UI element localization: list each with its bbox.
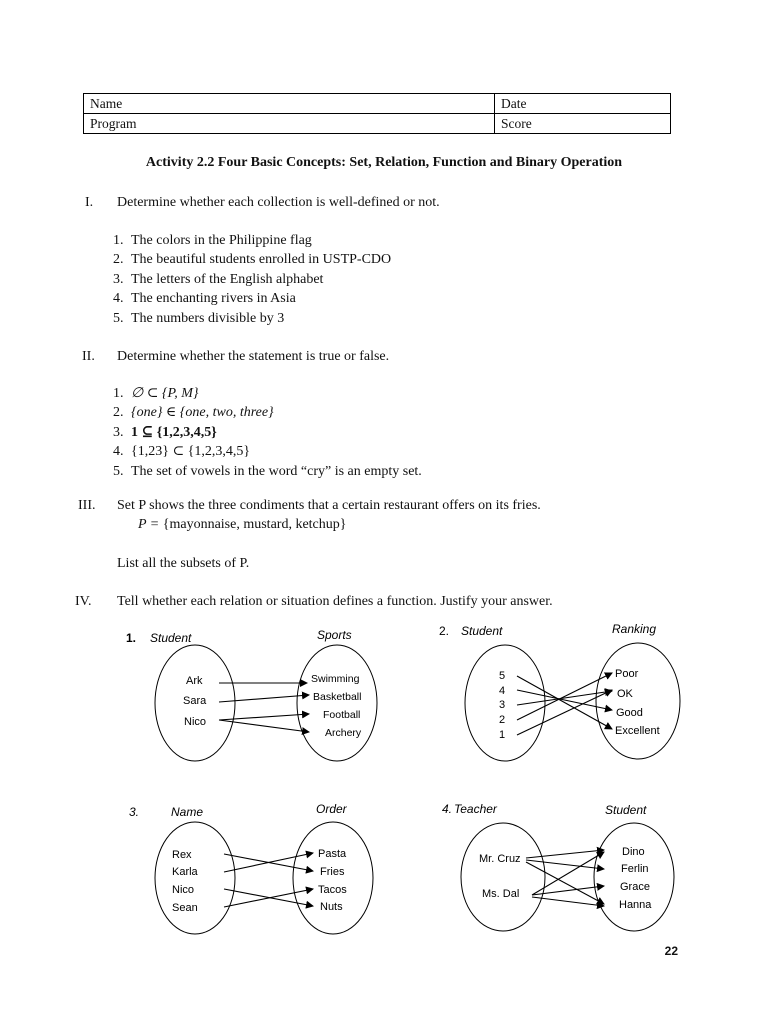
domain-item: 3: [499, 699, 506, 711]
codomain-ellipse: [293, 822, 373, 934]
mapping-arrow: [219, 714, 309, 720]
section3-instruction: Set P shows the three condiments that a certain restaurant offers on its fries.: [117, 498, 541, 513]
domain-item: Nico: [184, 716, 207, 728]
domain-item: Rex: [172, 849, 192, 861]
diagram-3-number: 3.: [129, 805, 140, 819]
page-number: 22: [664, 944, 678, 958]
domain-item: Sean: [172, 902, 198, 914]
diagram-4-left-title: Teacher: [454, 802, 497, 816]
section4-numeral: IV.: [75, 594, 92, 609]
score-label: Score: [501, 116, 532, 131]
domain-item: Karla: [172, 866, 198, 878]
section4-instruction: Tell whether each relation or situation defines a function. Justify your answer.: [117, 594, 553, 609]
section3-list-prompt: List all the subsets of P.: [117, 556, 250, 571]
section2-instruction: Determine whether the statement is true or false.: [117, 349, 390, 364]
codomain-item: Basketball: [313, 691, 362, 703]
domain-ellipse: [155, 822, 235, 934]
codomain-ellipse: [594, 823, 674, 931]
mapping-arrow: [219, 720, 309, 732]
name-label: Name: [90, 96, 123, 111]
diagram-2: [439, 622, 680, 761]
diagram-3: [129, 802, 373, 934]
domain-item: 1: [499, 729, 506, 741]
codomain-item: Poor: [615, 668, 639, 680]
mapping-arrow: [526, 860, 604, 869]
codomain-item: Ferlin: [621, 863, 649, 875]
list-item: 2. The beautiful students enrolled in USTP-CDO: [113, 252, 392, 268]
program-label: Program: [90, 116, 137, 131]
diagram-1-right-title: Sports: [317, 628, 352, 642]
section3-numeral: III.: [78, 498, 96, 513]
section1-instruction: Determine whether each collection is well-defined or not.: [117, 195, 440, 210]
list-item: 5. The set of vowels in the word “cry” is an empty set.: [113, 463, 422, 479]
codomain-item: Swimming: [311, 673, 360, 685]
domain-ellipse: [461, 823, 545, 931]
codomain-item: Dino: [622, 846, 645, 858]
diagram-1-left-title: Student: [150, 631, 192, 645]
domain-item: 4: [499, 685, 506, 697]
codomain-item: Good: [616, 707, 643, 719]
date-label: Date: [501, 96, 527, 111]
domain-item: Sara: [183, 695, 207, 707]
diagram-1-number: 1.: [126, 631, 137, 645]
codomain-ellipse: [596, 643, 680, 759]
diagram-2-right-title: Ranking: [612, 622, 657, 636]
codomain-item: Hanna: [619, 899, 652, 911]
domain-item: Ms. Dal: [482, 888, 520, 900]
diagram-4-number: 4.: [442, 802, 453, 816]
diagram-2-number: 2.: [439, 624, 450, 638]
mapping-arrow: [526, 850, 604, 858]
list-item: 1. ∅ ⊂ {P, M}: [113, 386, 199, 401]
domain-item: 5: [499, 670, 506, 682]
diagram-2-left-title: Student: [461, 624, 503, 638]
domain-item: 2: [499, 714, 506, 726]
codomain-item: OK: [617, 688, 633, 700]
section1-numeral: I.: [85, 195, 94, 210]
mapping-arrow: [219, 695, 309, 702]
mapping-arrow: [224, 853, 313, 872]
codomain-item: Football: [323, 709, 361, 721]
list-item: 2. {one} ∈ {one, two, three}: [113, 405, 274, 421]
codomain-item: Archery: [325, 727, 362, 739]
domain-item: Nico: [172, 884, 195, 896]
activity-title: Activity 2.2 Four Basic Concepts: Set, Relation, Function and Binary Operation: [145, 155, 623, 170]
codomain-item: Excellent: [615, 725, 660, 737]
section2-numeral: II.: [82, 349, 95, 364]
codomain-ellipse: [297, 645, 377, 761]
mapping-arrow: [532, 886, 604, 895]
domain-item: Mr. Cruz: [479, 853, 521, 865]
diagram-4-right-title: Student: [605, 803, 647, 817]
domain-item: Ark: [186, 675, 203, 687]
diagram-1: [126, 628, 377, 761]
codomain-item: Nuts: [320, 901, 343, 913]
diagram-3-right-title: Order: [316, 802, 347, 816]
set-p-definition: P = {mayonnaise, mustard, ketchup}: [138, 517, 347, 532]
list-item: 4. The enchanting rivers in Asia: [113, 291, 296, 307]
diagram-4: [442, 802, 674, 931]
codomain-item: Fries: [320, 866, 345, 878]
diagram-3-left-title: Name: [171, 805, 204, 819]
list-item: 3. 1 ⊆ {1,2,3,4,5}: [113, 424, 217, 440]
codomain-item: Tacos: [318, 884, 347, 896]
list-item: 4. {1,23} ⊂ {1,2,3,4,5}: [113, 444, 251, 460]
list-item: 1. The colors in the Philippine flag: [113, 233, 312, 248]
codomain-item: Grace: [620, 881, 650, 893]
list-item: 3. The letters of the English alphabet: [113, 271, 324, 287]
codomain-item: Pasta: [318, 848, 347, 860]
list-item: 5. The numbers divisible by 3: [113, 310, 285, 326]
